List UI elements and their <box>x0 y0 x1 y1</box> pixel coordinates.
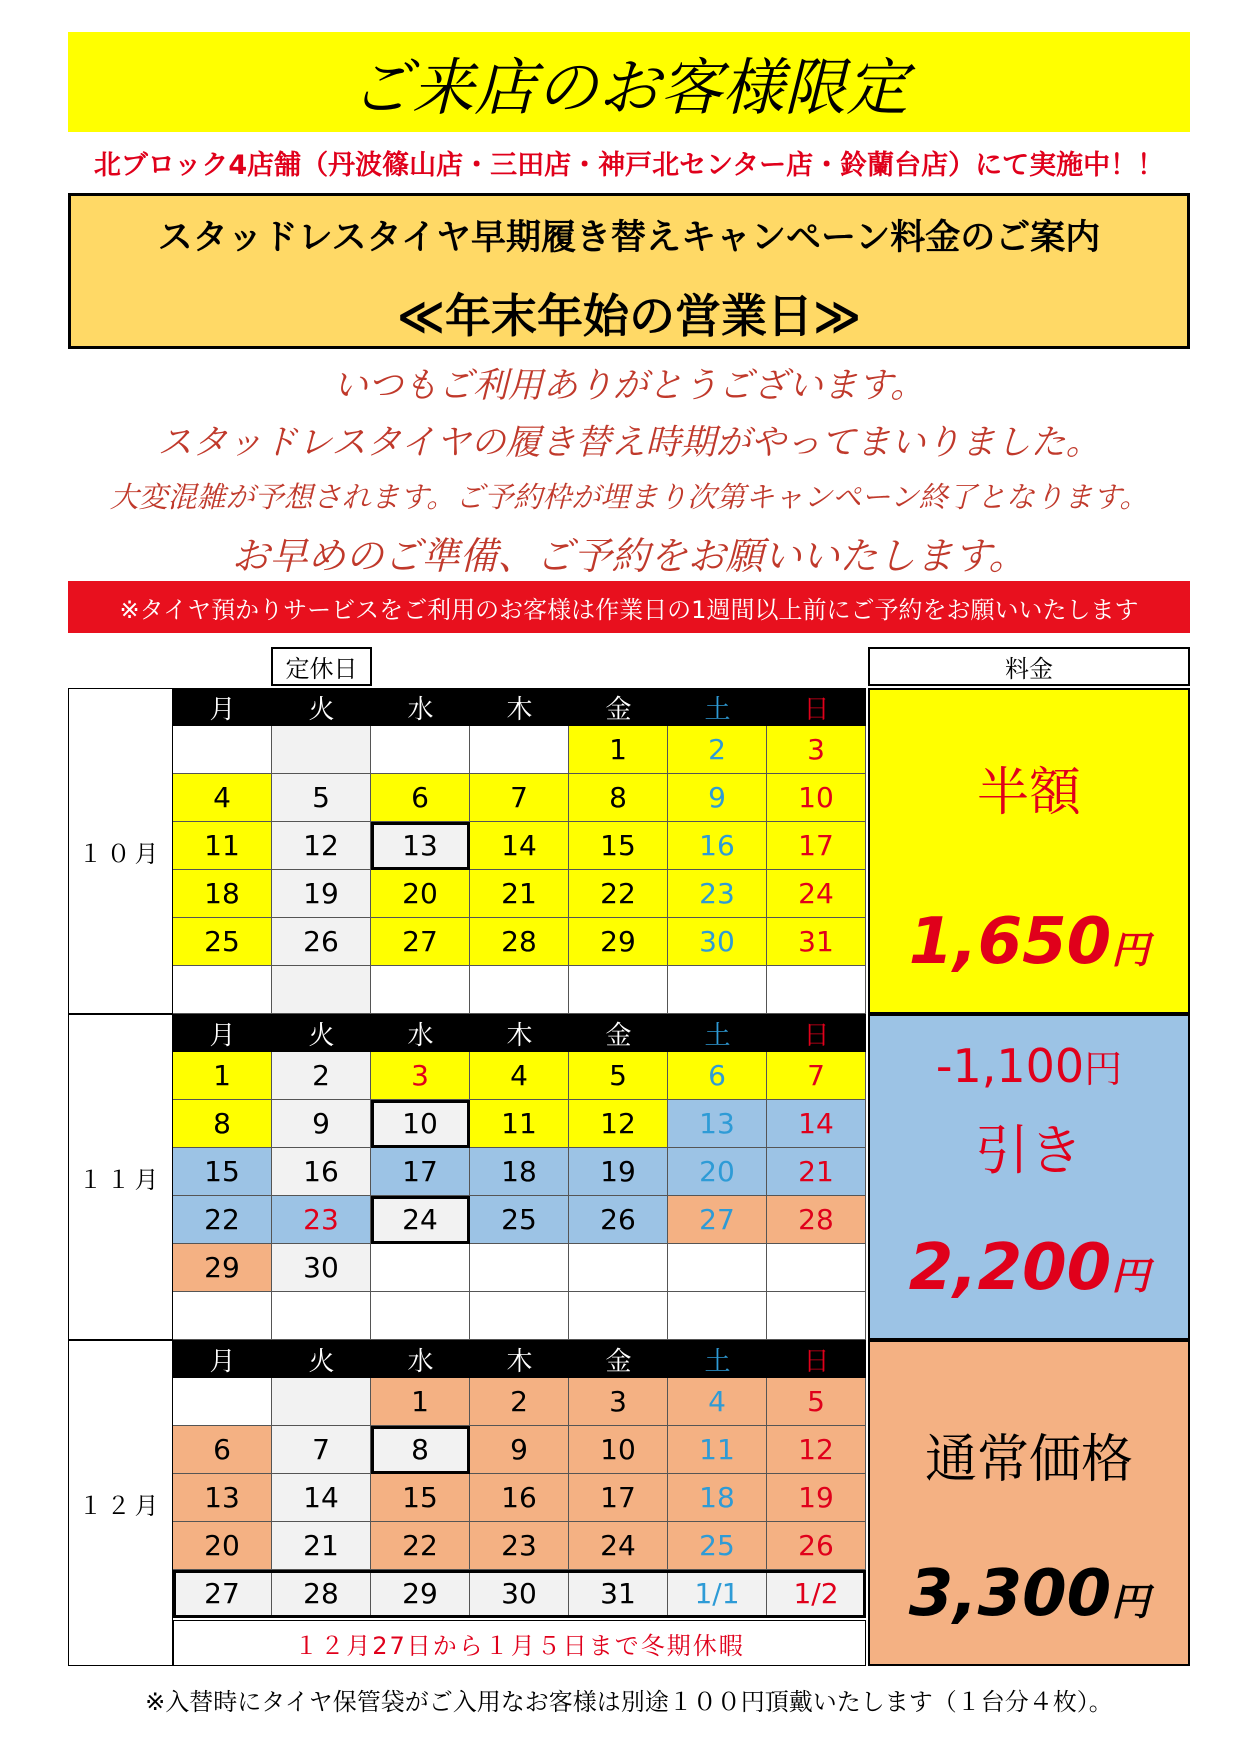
weekday-header: 土 <box>668 1340 767 1378</box>
calendar-day-cell: 15 <box>173 1148 272 1196</box>
calendar-day-cell: 1 <box>569 726 668 774</box>
calendar-day-cell <box>470 1292 569 1340</box>
calendar-day-cell <box>173 726 272 774</box>
calendar-day-cell: 21 <box>272 1522 371 1570</box>
calendar-day-cell: 23 <box>272 1196 371 1244</box>
calendar-day-cell: 8 <box>173 1100 272 1148</box>
calendar-day-cell: 15 <box>371 1474 470 1522</box>
top-banner <box>68 32 1190 132</box>
calendar-day-cell: 8 <box>569 774 668 822</box>
calendar-day-cell: 7 <box>272 1426 371 1474</box>
weekday-header: 木 <box>470 688 569 726</box>
greeting-message: いつもご利用ありがとうございます。 <box>332 366 926 406</box>
calendar-day-cell <box>470 726 569 774</box>
calendar-day-cell: 29 <box>569 918 668 966</box>
calendar-day-cell: 5 <box>569 1052 668 1100</box>
weekday-header: 日 <box>767 1340 866 1378</box>
weekday-header: 木 <box>470 1014 569 1052</box>
discount-label: 引き <box>975 1119 1083 1182</box>
storage-notice-bar <box>68 581 1190 633</box>
calendar-day-cell: 25 <box>470 1196 569 1244</box>
calendar-day-cell <box>371 1292 470 1340</box>
discount-amount: -1,100円 <box>935 1039 1123 1093</box>
calendar-day-cell: 29 <box>371 1570 470 1618</box>
winter-vacation-note: １２月27日から１月５日まで冬期休暇 <box>173 1620 866 1666</box>
calendar-day-cell: 1 <box>173 1052 272 1100</box>
calendar-day-cell <box>668 1244 767 1292</box>
price-amount-half: 1,650円 <box>908 905 1150 979</box>
storage-notice-text: ※タイヤ預かりサービスをご利用のお客様は作業日の1週間以上前にご予約をお願いいたします <box>119 595 1139 624</box>
calendar-day-cell: 3 <box>371 1052 470 1100</box>
calendar-day-cell: 25 <box>173 918 272 966</box>
price-block-regular <box>868 1340 1190 1666</box>
price-amount-discount: 2,200円 <box>908 1231 1150 1305</box>
calendar-day-cell: 31 <box>767 918 866 966</box>
weekday-header: 金 <box>569 1340 668 1378</box>
calendar-day-cell: 22 <box>569 870 668 918</box>
calendar-day-cell: 13 <box>668 1100 767 1148</box>
calendar-day-cell: 31 <box>569 1570 668 1618</box>
calendar-day-cell <box>272 1292 371 1340</box>
footer-note: ※入替時にタイヤ保管袋がご入用なお客様は別途１００円頂戴いたします（１台分４枚）。 <box>145 1688 1113 1716</box>
branch-line: 北ブロック4店舗（丹波篠山店・三田店・神戸北センター店・鈴蘭台店）にて実施中！！ <box>93 150 1165 181</box>
price-block-half <box>868 688 1190 1014</box>
calendar-day-cell: 28 <box>272 1570 371 1618</box>
calendar-day-cell: 14 <box>470 822 569 870</box>
calendar-day-cell: 5 <box>272 774 371 822</box>
calendar-day-cell <box>371 966 470 1014</box>
calendar-day-cell: 13 <box>371 822 470 870</box>
calendar-day-cell: 25 <box>668 1522 767 1570</box>
weekday-header: 金 <box>569 1014 668 1052</box>
calendar-day-cell: 26 <box>569 1196 668 1244</box>
calendar-day-cell: 4 <box>470 1052 569 1100</box>
month-label-october: １０月 <box>68 688 173 1014</box>
calendar-day-cell: 27 <box>371 918 470 966</box>
crowding-message: 大変混雑が予想されます。ご予約枠が埋まり次第キャンペーン終了となります。 <box>109 480 1149 514</box>
price-amount-regular: 3,300円 <box>908 1557 1150 1631</box>
calendar-day-cell: 30 <box>470 1570 569 1618</box>
closed-day-label: 定休日 <box>271 647 372 686</box>
calendar-day-cell: 26 <box>767 1522 866 1570</box>
calendar-day-cell: 22 <box>371 1522 470 1570</box>
weekday-header: 月 <box>173 1340 272 1378</box>
calendar-day-cell: 16 <box>668 822 767 870</box>
calendar-day-cell: 19 <box>767 1474 866 1522</box>
calendar-day-cell <box>569 966 668 1014</box>
calendar-day-cell: 18 <box>668 1474 767 1522</box>
weekday-header: 火 <box>272 1340 371 1378</box>
weekday-header: 月 <box>173 1014 272 1052</box>
calendar-day-cell: 17 <box>371 1148 470 1196</box>
calendar-day-cell: 17 <box>569 1474 668 1522</box>
calendar-day-cell: 5 <box>767 1378 866 1426</box>
calendar-day-cell <box>668 1292 767 1340</box>
calendar-day-cell: 12 <box>569 1100 668 1148</box>
reservation-message: お早めのご準備、ご予約をお願いいたします。 <box>231 534 1027 578</box>
calendar-day-cell: 28 <box>470 918 569 966</box>
calendar-day-cell: 14 <box>767 1100 866 1148</box>
calendar-day-cell <box>371 726 470 774</box>
calendar-day-cell: 6 <box>173 1426 272 1474</box>
month-label-november: １１月 <box>68 1014 173 1340</box>
calendar-day-cell: 15 <box>569 822 668 870</box>
holiday-title: ≪年末年始の営業日≫ <box>396 289 862 343</box>
calendar-day-cell: 14 <box>272 1474 371 1522</box>
price-label-regular: 通常価格 <box>924 1430 1133 1490</box>
calendar-day-cell: 26 <box>272 918 371 966</box>
calendar-day-cell: 24 <box>569 1522 668 1570</box>
calendar-day-cell <box>569 1244 668 1292</box>
calendar-day-cell: 21 <box>767 1148 866 1196</box>
weekday-header: 月 <box>173 688 272 726</box>
calendar-day-cell: 18 <box>470 1148 569 1196</box>
calendar-day-cell: 30 <box>272 1244 371 1292</box>
season-message: スタッドレスタイヤの履き替え時期がやってまいりました。 <box>157 423 1101 463</box>
calendar-day-cell: 11 <box>470 1100 569 1148</box>
calendar-day-cell <box>272 966 371 1014</box>
calendar-day-cell: 1/1 <box>668 1570 767 1618</box>
calendar-day-cell: 28 <box>767 1196 866 1244</box>
calendar-day-cell: 20 <box>668 1148 767 1196</box>
calendar-day-cell: 22 <box>173 1196 272 1244</box>
calendar-day-cell: 7 <box>470 774 569 822</box>
calendar-day-cell: 19 <box>272 870 371 918</box>
calendar-day-cell: 10 <box>371 1100 470 1148</box>
weekday-header: 水 <box>371 1014 470 1052</box>
calendar-day-cell: 27 <box>173 1570 272 1618</box>
calendar-day-cell: 12 <box>767 1426 866 1474</box>
calendar-day-cell <box>767 966 866 1014</box>
calendar-day-cell: 30 <box>668 918 767 966</box>
calendar-day-cell: 16 <box>272 1148 371 1196</box>
calendar-day-cell: 13 <box>173 1474 272 1522</box>
calendar-day-cell: 3 <box>569 1378 668 1426</box>
calendar-day-cell: 6 <box>668 1052 767 1100</box>
calendar-day-cell: 7 <box>767 1052 866 1100</box>
calendar-day-cell <box>668 966 767 1014</box>
calendar-day-cell: 20 <box>371 870 470 918</box>
calendar-day-cell <box>272 726 371 774</box>
calendar-day-cell: 16 <box>470 1474 569 1522</box>
calendar-day-cell: 19 <box>569 1148 668 1196</box>
calendar-day-cell: 10 <box>767 774 866 822</box>
calendar-day-cell <box>371 1244 470 1292</box>
calendar-day-cell: 1 <box>371 1378 470 1426</box>
calendar-day-cell: 11 <box>173 822 272 870</box>
calendar-day-cell: 9 <box>272 1100 371 1148</box>
calendar-day-cell: 8 <box>371 1426 470 1474</box>
price-header: 料金 <box>868 647 1190 686</box>
calendar-day-cell: 21 <box>470 870 569 918</box>
weekday-header: 木 <box>470 1340 569 1378</box>
campaign-title: スタッドレスタイヤ早期履き替えキャンペーン料金のご案内 <box>157 218 1101 258</box>
calendar-day-cell: 2 <box>470 1378 569 1426</box>
calendar-day-cell: 10 <box>569 1426 668 1474</box>
calendar-day-cell: 6 <box>371 774 470 822</box>
calendar-day-cell: 12 <box>272 822 371 870</box>
calendar-day-cell: 23 <box>668 870 767 918</box>
weekday-header: 土 <box>668 1014 767 1052</box>
calendar-day-cell: 17 <box>767 822 866 870</box>
calendar-day-cell: 9 <box>668 774 767 822</box>
weekday-header: 土 <box>668 688 767 726</box>
calendar-day-cell: 1/2 <box>767 1570 866 1618</box>
calendar-day-cell: 4 <box>173 774 272 822</box>
weekday-header: 金 <box>569 688 668 726</box>
calendar-day-cell <box>470 1244 569 1292</box>
calendar-day-cell <box>272 1378 371 1426</box>
calendar-october <box>173 688 866 1014</box>
calendar-day-cell <box>173 1378 272 1426</box>
calendar-day-cell: 18 <box>173 870 272 918</box>
calendar-day-cell: 29 <box>173 1244 272 1292</box>
calendar-day-cell: 4 <box>668 1378 767 1426</box>
calendar-day-cell: 24 <box>767 870 866 918</box>
weekday-header: 日 <box>767 688 866 726</box>
calendar-day-cell: 23 <box>470 1522 569 1570</box>
calendar-day-cell <box>173 966 272 1014</box>
weekday-header: 火 <box>272 688 371 726</box>
calendar-day-cell: 2 <box>272 1052 371 1100</box>
calendar-day-cell: 27 <box>668 1196 767 1244</box>
price-block-discount <box>868 1014 1190 1340</box>
calendar-day-cell: 2 <box>668 726 767 774</box>
campaign-box <box>68 193 1190 349</box>
calendar-day-cell: 3 <box>767 726 866 774</box>
weekday-header: 水 <box>371 1340 470 1378</box>
month-label-december: １２月 <box>68 1340 173 1666</box>
calendar-day-cell: 9 <box>470 1426 569 1474</box>
calendar-december <box>173 1340 866 1618</box>
weekday-header: 日 <box>767 1014 866 1052</box>
calendar-day-cell <box>767 1292 866 1340</box>
calendar-day-cell: 11 <box>668 1426 767 1474</box>
calendar-november <box>173 1014 866 1340</box>
calendar-day-cell: 24 <box>371 1196 470 1244</box>
calendar-day-cell <box>767 1244 866 1292</box>
banner-title: ご来店のお客様限定 <box>349 50 908 124</box>
calendar-day-cell: 20 <box>173 1522 272 1570</box>
calendar-day-cell <box>173 1292 272 1340</box>
calendar-day-cell <box>569 1292 668 1340</box>
price-label-half: 半額 <box>976 763 1081 823</box>
weekday-header: 火 <box>272 1014 371 1052</box>
weekday-header: 水 <box>371 688 470 726</box>
calendar-day-cell <box>470 966 569 1014</box>
